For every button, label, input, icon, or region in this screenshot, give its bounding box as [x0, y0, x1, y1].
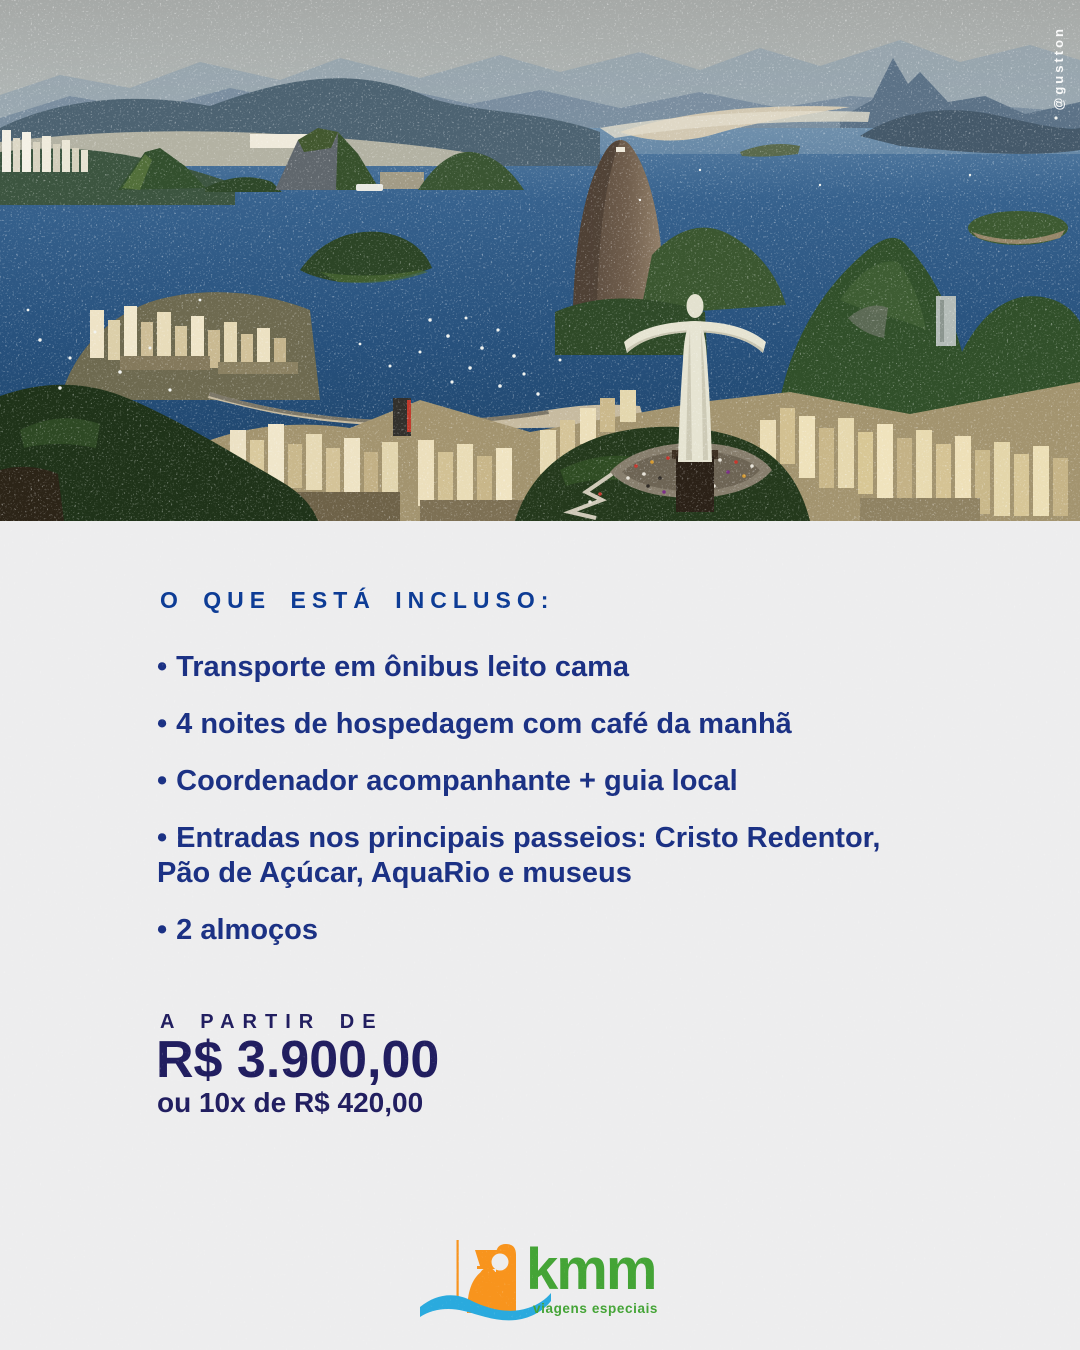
list-item-text: 2 almoços — [176, 914, 318, 946]
list-item — [157, 913, 932, 948]
bullet-glyph: • — [157, 822, 168, 854]
list-item-text: Entradas nos principais passeios: Cristo Redentor, Pão de Açúcar, AquaRio e museus — [157, 822, 881, 889]
rio-aerial-photo — [0, 0, 1080, 521]
price-installments: ou 10x de R$ 420,00 — [157, 1087, 424, 1118]
list-item — [157, 707, 932, 742]
brand-tagline: viagens especiais — [533, 1301, 659, 1316]
kmm-logo — [420, 1237, 660, 1327]
list-item-text: Transporte em ônibus leito cama — [176, 651, 629, 683]
included-heading: O QUE ESTÁ INCLUSO: — [160, 587, 555, 613]
price-value: R$ 3.900,00 — [156, 1031, 440, 1089]
list-item — [157, 650, 932, 685]
film-grain — [0, 0, 1080, 521]
logo-figure-cutout — [492, 1254, 509, 1271]
brand-name: kmm — [526, 1237, 656, 1302]
bullet-glyph: • — [157, 765, 168, 797]
list-item-text: Coordenador acompanhante + guia local — [176, 765, 738, 797]
list-item — [157, 821, 932, 891]
price-from-label: A PARTIR DE — [160, 1011, 384, 1033]
bullet-glyph: • — [157, 708, 168, 740]
photo-credit-handle: @gustton — [1051, 26, 1066, 111]
bullet-glyph: • — [157, 651, 168, 683]
bullet-glyph: • — [157, 914, 168, 946]
rio-photo-illustration — [0, 0, 1080, 521]
included-list — [157, 650, 932, 970]
list-item — [157, 764, 932, 799]
list-item-text: 4 noites de hospedagem com café da manhã — [176, 708, 792, 740]
